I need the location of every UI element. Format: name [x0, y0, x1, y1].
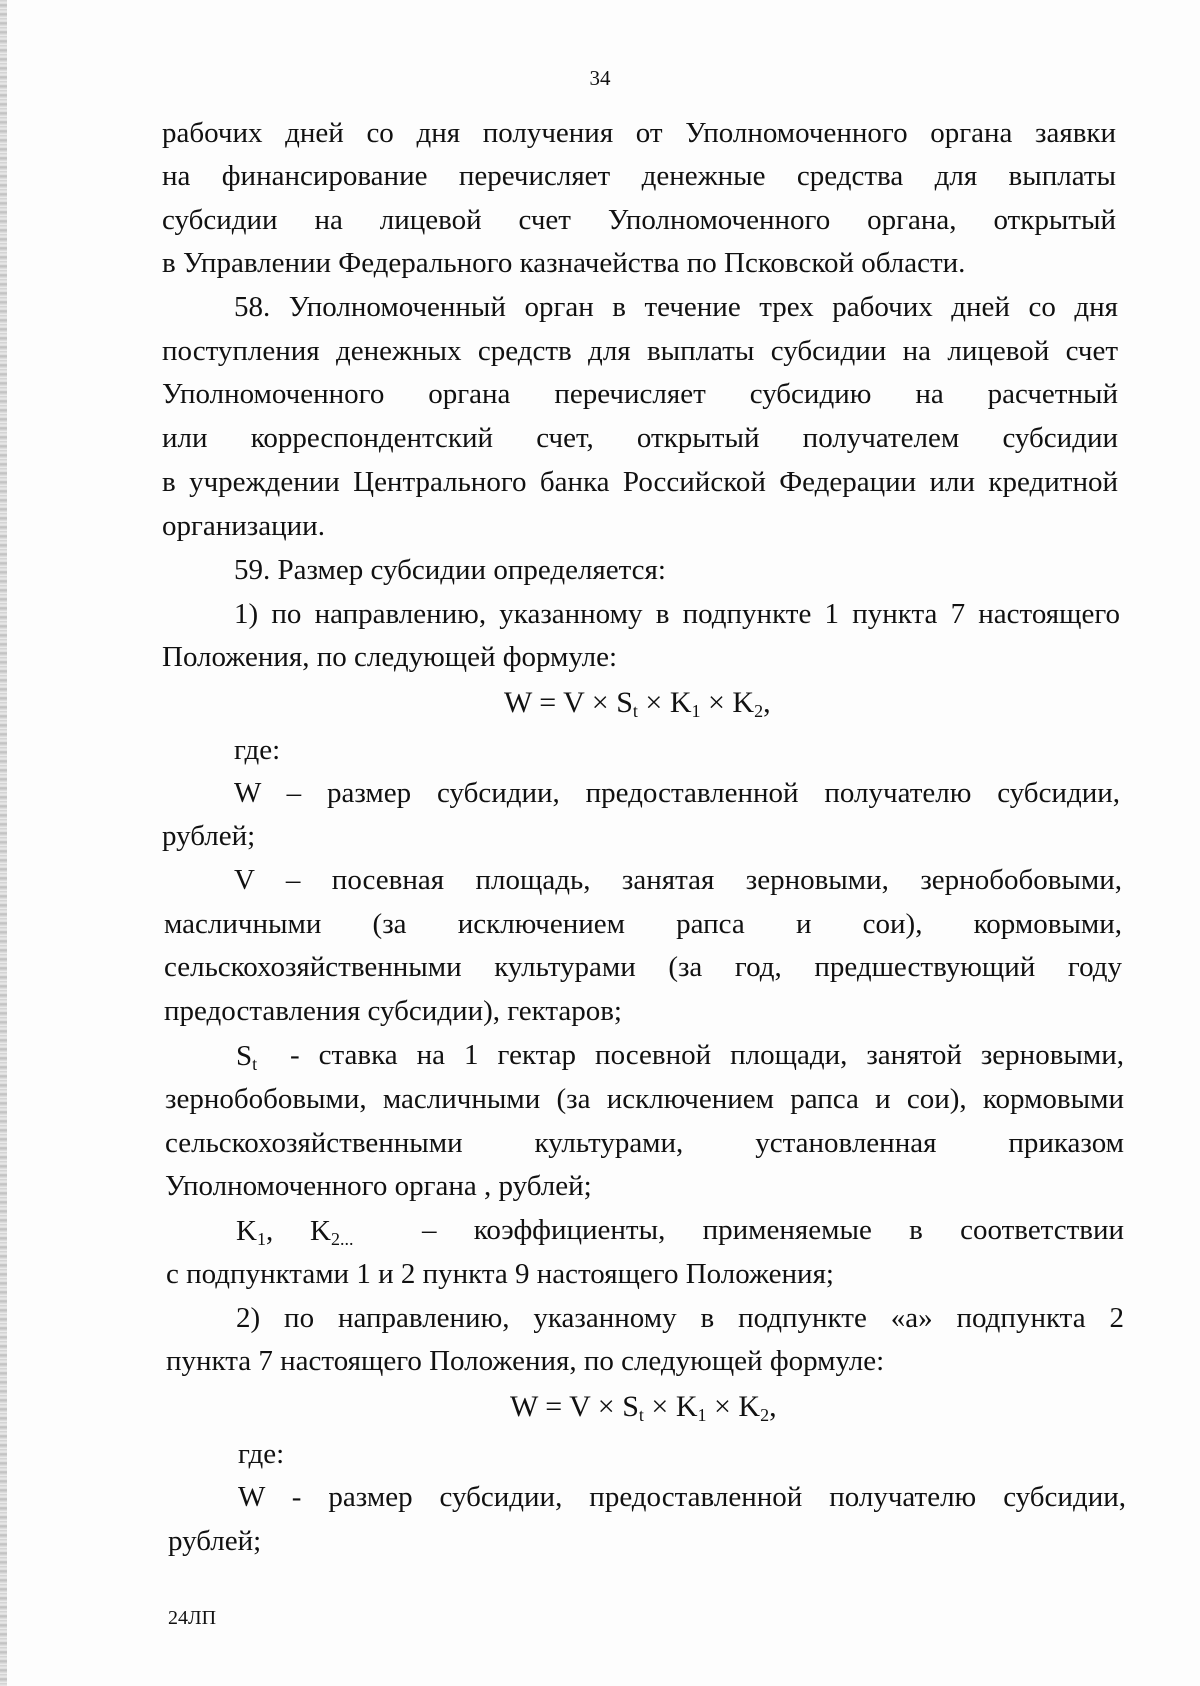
- text-line: масличными (за исключением рапса и сои), кормовыми,: [164, 908, 1122, 940]
- text-line: W - размер субсидии, предоставленной получателю субсидии,: [238, 1481, 1126, 1513]
- symbol-base: K: [310, 1215, 331, 1247]
- text-line: W – размер субсидии, предоставленной получателю субсидии,: [234, 777, 1120, 809]
- formula-text: W = V × S: [510, 1390, 639, 1423]
- symbol-subscript: t: [252, 1054, 258, 1074]
- formula-2: [510, 1385, 777, 1437]
- formula-1: [504, 681, 771, 733]
- formula-subscript: 2: [760, 1405, 770, 1425]
- text-line: зернобобовыми, масличными (за исключением рапса и сои), кормовыми: [165, 1083, 1124, 1115]
- text-line: где:: [238, 1438, 285, 1470]
- formula-text: × K: [637, 686, 692, 719]
- text-line: V – посевная площадь, занятая зерновыми, зернобобовыми,: [234, 864, 1122, 896]
- text-line: где:: [234, 734, 281, 766]
- text-line: в Управлении Федерального казначейства по Псковской области.: [162, 247, 966, 279]
- formula-subscript: 2: [754, 701, 764, 721]
- text-line: 59. Размер субсидии определяется:: [234, 554, 666, 586]
- text-line: рабочих дней со дня получения от Уполномоченного органа заявки: [162, 117, 1116, 149]
- text-line: в учреждении Центрального банка Российской Федерации или кредитной: [162, 466, 1118, 498]
- text-line: Положения, по следующей формуле:: [162, 641, 618, 673]
- text-line: 58. Уполномоченный орган в течение трех рабочих дней со дня: [234, 291, 1118, 323]
- text-line: 1) по направлению, указанному в подпункте 1 пункта 7 настоящего: [234, 598, 1120, 630]
- symbol-subscript: 1: [256, 1229, 266, 1249]
- formula-text: ,: [763, 686, 771, 719]
- text-line: организации.: [162, 510, 325, 542]
- formula-subscript: t: [638, 1405, 644, 1425]
- text-line: Уполномоченного органа , рублей;: [165, 1170, 592, 1202]
- text-line: рублей;: [168, 1525, 262, 1557]
- formula-text: × K: [706, 1390, 761, 1423]
- text-line: 2) по направлению, указанному в подпункте «а» подпункта 2: [236, 1302, 1124, 1334]
- symbol-comma: ,: [265, 1215, 274, 1247]
- formula-text: W = V × S: [504, 686, 633, 719]
- text-line: рублей;: [162, 820, 256, 852]
- text-line: – коэффициенты, применяемые в соответствии: [422, 1214, 1124, 1246]
- text-line: сельскохозяйственными культурами, установленная приказом: [165, 1127, 1124, 1159]
- document-code: 24ЛП: [168, 1607, 217, 1629]
- formula-subscript: 1: [691, 701, 701, 721]
- scan-border: [0, 0, 7, 1686]
- text-line: поступления денежных средств для выплаты субсидии на лицевой счет: [162, 335, 1118, 367]
- formula-subscript: 1: [697, 1405, 707, 1425]
- page-number: 34: [589, 66, 611, 90]
- text-line: Уполномоченного органа перечисляет субсидию на расчетный: [162, 378, 1118, 410]
- text-line: на финансирование перечисляет денежные средства для выплаты: [162, 160, 1116, 192]
- text-line: с подпунктами 1 и 2 пункта 9 настоящего Положения;: [166, 1258, 834, 1290]
- text-line: субсидии на лицевой счет Уполномоченного органа, открытый: [162, 204, 1116, 236]
- text-line: сельскохозяйственными культурами (за год, предшествующий году: [164, 951, 1122, 983]
- text-line: пункта 7 настоящего Положения, по следующей формуле:: [166, 1345, 885, 1377]
- text-line: - ставка на 1 гектар посевной площади, занятой зерновыми,: [290, 1039, 1124, 1071]
- symbol-base: S: [236, 1040, 253, 1072]
- text-line: или корреспондентский счет, открытый получателем субсидии: [162, 422, 1118, 454]
- formula-subscript: t: [632, 701, 638, 721]
- text-line: предоставления субсидии), гектаров;: [164, 995, 622, 1027]
- formula-text: ,: [769, 1390, 777, 1423]
- formula-text: × K: [700, 686, 755, 719]
- symbol-base: K: [236, 1215, 257, 1247]
- symbol-subscript: 2...: [330, 1229, 354, 1249]
- formula-text: × K: [643, 1390, 698, 1423]
